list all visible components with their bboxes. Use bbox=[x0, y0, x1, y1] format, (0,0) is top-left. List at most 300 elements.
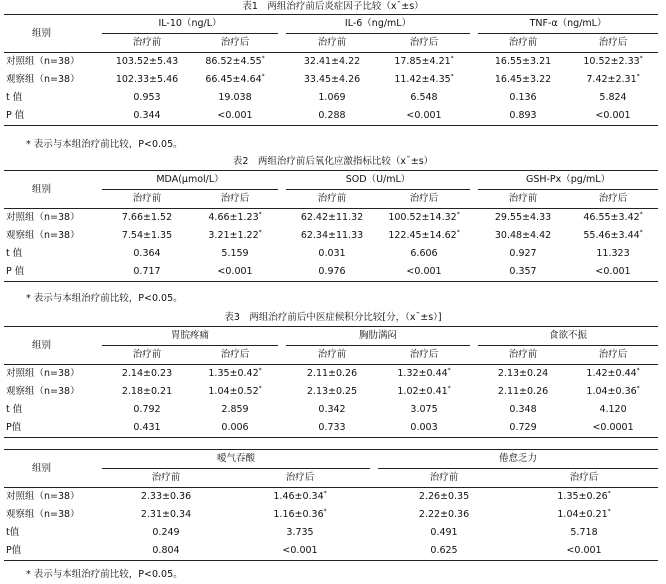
cell-value: 0.357 bbox=[509, 266, 537, 277]
cell-value: 1.04±0.52 bbox=[208, 386, 259, 397]
table-row bbox=[4, 209, 658, 228]
column-gap bbox=[470, 227, 478, 245]
significance-mark: * bbox=[636, 72, 640, 80]
column-gap bbox=[278, 245, 286, 263]
cell-value: 2.33±0.36 bbox=[140, 491, 192, 502]
row-label: t 值 bbox=[6, 248, 23, 259]
cell-value: 1.42±0.44 bbox=[586, 368, 637, 379]
table-cell bbox=[510, 542, 658, 561]
after-header: 治疗后 bbox=[598, 37, 628, 48]
cell-value: <0.001 bbox=[282, 545, 318, 556]
cell-value: 62.34±11.33 bbox=[300, 230, 364, 241]
column-gap bbox=[278, 383, 286, 401]
table-cell bbox=[568, 71, 658, 89]
table-cell bbox=[378, 401, 470, 419]
after-header: 治疗后 bbox=[409, 193, 439, 204]
table-cell bbox=[192, 89, 278, 107]
before-header: 治疗前 bbox=[508, 193, 538, 204]
cell-value: 0.717 bbox=[133, 266, 161, 277]
indicator-header: 嗳气吞酸 bbox=[102, 450, 370, 469]
table2-note: * 表示与本组治疗前比较，P<0.05。 bbox=[26, 293, 183, 304]
table-cell bbox=[568, 263, 658, 282]
cell-value: 2.14±0.23 bbox=[121, 368, 173, 379]
cell-value: 19.038 bbox=[218, 92, 252, 103]
significance-mark: * bbox=[636, 384, 640, 392]
cell-value: 1.02±0.41 bbox=[397, 386, 448, 397]
cell-value: 2.11±0.26 bbox=[306, 368, 358, 379]
before-header: 治疗前 bbox=[429, 472, 459, 483]
cell-value: 6.548 bbox=[410, 92, 438, 103]
group-header: 组别 bbox=[4, 171, 102, 209]
table-cell bbox=[192, 71, 278, 89]
table-cell bbox=[286, 53, 378, 72]
table-cell bbox=[478, 89, 568, 107]
table3-note: * 表示与本组治疗前比较，P<0.05。 bbox=[26, 569, 183, 580]
significance-mark: * bbox=[607, 507, 611, 515]
table-row bbox=[4, 53, 658, 72]
column-gap bbox=[278, 89, 286, 107]
cell-value: 2.22±0.36 bbox=[418, 509, 470, 520]
column-gap bbox=[470, 89, 478, 107]
cell-value: 0.804 bbox=[152, 545, 180, 556]
cell-value: 16.55±3.21 bbox=[494, 56, 552, 67]
row-label: P 值 bbox=[6, 110, 25, 121]
cell-value: 1.32±0.44 bbox=[397, 368, 448, 379]
after-header: 治疗后 bbox=[220, 193, 250, 204]
group-header: 组别 bbox=[4, 15, 102, 53]
column-gap bbox=[278, 71, 286, 89]
table-cell bbox=[286, 401, 378, 419]
table2-caption: 表2 两组治疗前后氧化应激指标比较（x¯±s） bbox=[232, 156, 434, 167]
table-cell bbox=[568, 401, 658, 419]
cell-value: 0.364 bbox=[133, 248, 161, 259]
row-label: 观察组（n=38） bbox=[6, 386, 80, 397]
table-cell bbox=[102, 263, 192, 282]
significance-mark: * bbox=[639, 54, 643, 62]
cell-value: 0.344 bbox=[133, 110, 161, 121]
row-label: P值 bbox=[6, 545, 22, 556]
cell-value: 0.729 bbox=[509, 422, 537, 433]
cell-value: 30.48±4.42 bbox=[494, 230, 552, 241]
column-gap bbox=[470, 263, 478, 282]
significance-mark: * bbox=[447, 384, 451, 392]
cell-value: 7.66±1.52 bbox=[121, 212, 173, 223]
row-label: 对照组（n=38） bbox=[6, 212, 80, 223]
cell-value: 1.46±0.34 bbox=[273, 491, 324, 502]
cell-value: 29.55±4.33 bbox=[494, 212, 552, 223]
cell-value: 0.893 bbox=[509, 110, 537, 121]
cell-value: 55.46±3.44 bbox=[583, 230, 640, 241]
significance-mark: * bbox=[323, 507, 327, 515]
cell-value: 2.859 bbox=[221, 404, 249, 415]
cell-value: 1.35±0.42 bbox=[208, 368, 259, 379]
column-gap bbox=[470, 401, 478, 419]
table-cell bbox=[568, 383, 658, 401]
indicator-header: IL-6（ng/mL） bbox=[286, 15, 470, 34]
significance-mark: * bbox=[450, 72, 454, 80]
cell-value: 0.006 bbox=[221, 422, 249, 433]
cell-value: 0.625 bbox=[430, 545, 458, 556]
cell-value: 3.075 bbox=[410, 404, 438, 415]
cell-value: 66.45±4.64 bbox=[205, 74, 262, 85]
column-gap bbox=[278, 209, 286, 228]
cell-value: 11.323 bbox=[596, 248, 630, 259]
cell-value: 7.42±2.31 bbox=[586, 74, 637, 85]
cell-value: 0.031 bbox=[318, 248, 346, 259]
cell-value: 5.718 bbox=[570, 527, 598, 538]
cell-value: 3.735 bbox=[286, 527, 314, 538]
table-row bbox=[4, 419, 658, 438]
table-cell bbox=[378, 524, 510, 542]
table-cell bbox=[478, 365, 568, 384]
row-label: P 值 bbox=[6, 266, 25, 277]
table-cell bbox=[478, 209, 568, 228]
table-cell bbox=[478, 107, 568, 126]
indicator-header: 胃脘疼痛 bbox=[102, 327, 278, 346]
cell-value: 0.431 bbox=[133, 422, 161, 433]
table-row bbox=[4, 488, 658, 507]
table-cell bbox=[102, 245, 192, 263]
table2 bbox=[4, 170, 658, 282]
column-gap bbox=[470, 419, 478, 438]
table-cell bbox=[378, 53, 470, 72]
table-cell bbox=[286, 89, 378, 107]
cell-value: 1.16±0.36 bbox=[273, 509, 324, 520]
table-cell bbox=[192, 227, 278, 245]
cell-value: 3.21±1.22 bbox=[208, 230, 259, 241]
column-gap bbox=[370, 542, 378, 561]
table-cell bbox=[478, 263, 568, 282]
table-cell bbox=[286, 263, 378, 282]
column-gap bbox=[470, 53, 478, 72]
cell-value: 0.733 bbox=[318, 422, 346, 433]
table3-part2 bbox=[4, 449, 658, 561]
group-header: 组别 bbox=[4, 327, 102, 365]
table-cell bbox=[102, 71, 192, 89]
table-cell bbox=[510, 506, 658, 524]
cell-value: 0.976 bbox=[318, 266, 346, 277]
table-row bbox=[4, 245, 658, 263]
table-cell bbox=[192, 209, 278, 228]
indicator-header: IL-10（ng/L） bbox=[102, 15, 278, 34]
column-gap bbox=[470, 383, 478, 401]
table-row bbox=[4, 71, 658, 89]
table-cell bbox=[286, 419, 378, 438]
table-cell bbox=[478, 71, 568, 89]
cell-value: 122.45±14.62 bbox=[388, 230, 457, 241]
cell-value: 11.42±4.35 bbox=[394, 74, 451, 85]
cell-value: 5.824 bbox=[599, 92, 627, 103]
significance-mark: * bbox=[261, 72, 265, 80]
table-row bbox=[4, 542, 658, 561]
column-gap bbox=[470, 365, 478, 384]
table-cell bbox=[192, 383, 278, 401]
column-gap bbox=[470, 107, 478, 126]
table-cell bbox=[192, 263, 278, 282]
cell-value: 10.52±2.33 bbox=[583, 56, 640, 67]
cell-value: 0.003 bbox=[410, 422, 438, 433]
table-cell bbox=[102, 209, 192, 228]
cell-value: 2.18±0.21 bbox=[121, 386, 173, 397]
table-cell bbox=[102, 524, 230, 542]
cell-value: <0.001 bbox=[595, 110, 631, 121]
table-cell bbox=[378, 71, 470, 89]
table-cell bbox=[192, 419, 278, 438]
cell-value: 5.159 bbox=[221, 248, 249, 259]
row-label: t 值 bbox=[6, 404, 23, 415]
column-gap bbox=[370, 506, 378, 524]
cell-value: 103.52±5.43 bbox=[115, 56, 179, 67]
table-cell bbox=[478, 383, 568, 401]
indicator-header: 胸肋满闷 bbox=[286, 327, 470, 346]
significance-mark: * bbox=[456, 210, 460, 218]
after-header: 治疗后 bbox=[409, 349, 439, 360]
before-header: 治疗前 bbox=[132, 193, 162, 204]
table-cell bbox=[230, 488, 370, 507]
cell-value: 62.42±11.32 bbox=[300, 212, 364, 223]
cell-value: 1.04±0.36 bbox=[586, 386, 637, 397]
table-cell bbox=[378, 506, 510, 524]
after-header: 治疗后 bbox=[409, 37, 439, 48]
before-header: 治疗前 bbox=[151, 472, 181, 483]
table-cell bbox=[102, 107, 192, 126]
indicator-header: 倦怠乏力 bbox=[378, 450, 658, 469]
column-gap bbox=[470, 245, 478, 263]
table-cell bbox=[286, 107, 378, 126]
table-row bbox=[4, 365, 658, 384]
indicator-header: 食欲不振 bbox=[478, 327, 658, 346]
indicator-header: TNF-α（ng/mL） bbox=[478, 15, 658, 34]
column-gap bbox=[370, 488, 378, 507]
table-cell bbox=[286, 209, 378, 228]
table-cell bbox=[102, 383, 192, 401]
table-row bbox=[4, 227, 658, 245]
column-gap bbox=[278, 227, 286, 245]
table3-caption: 表3 两组治疗前后中医症候积分比较[分，（x¯±s）] bbox=[224, 312, 442, 323]
table-cell bbox=[286, 383, 378, 401]
cell-value: 4.66±1.23 bbox=[208, 212, 259, 223]
cell-value: 46.55±3.42 bbox=[583, 212, 640, 223]
cell-value: 2.31±0.34 bbox=[140, 509, 192, 520]
cell-value: 0.348 bbox=[509, 404, 537, 415]
cell-value: 0.342 bbox=[318, 404, 346, 415]
cell-value: 102.33±5.46 bbox=[115, 74, 179, 85]
column-gap bbox=[278, 401, 286, 419]
cell-value: <0.001 bbox=[566, 545, 602, 556]
cell-value: 7.54±1.35 bbox=[121, 230, 173, 241]
table-cell bbox=[286, 365, 378, 384]
table-cell bbox=[102, 542, 230, 561]
significance-mark: * bbox=[639, 210, 643, 218]
table-cell bbox=[192, 245, 278, 263]
cell-value: 2.26±0.35 bbox=[418, 491, 470, 502]
table-cell bbox=[102, 89, 192, 107]
table-cell bbox=[510, 524, 658, 542]
cell-value: <0.0001 bbox=[592, 422, 634, 433]
before-header: 治疗前 bbox=[317, 193, 347, 204]
cell-value: 2.13±0.25 bbox=[306, 386, 358, 397]
before-header: 治疗前 bbox=[508, 349, 538, 360]
table-cell bbox=[230, 506, 370, 524]
table-cell bbox=[230, 524, 370, 542]
table-cell bbox=[378, 488, 510, 507]
table-cell bbox=[102, 53, 192, 72]
table1-caption: 表1 两组治疗前后炎症因子比较（x¯±s） bbox=[242, 1, 424, 12]
table-row bbox=[4, 401, 658, 419]
significance-mark: * bbox=[639, 228, 643, 236]
significance-mark: * bbox=[323, 489, 327, 497]
before-header: 治疗前 bbox=[508, 37, 538, 48]
significance-mark: * bbox=[258, 228, 262, 236]
after-header: 治疗后 bbox=[285, 472, 315, 483]
column-gap bbox=[278, 365, 286, 384]
cell-value: 17.85±4.21 bbox=[394, 56, 451, 67]
indicator-header: SOD（U/mL） bbox=[286, 171, 470, 190]
table3-part1 bbox=[4, 326, 658, 438]
cell-value: <0.001 bbox=[217, 266, 253, 277]
cell-value: <0.001 bbox=[217, 110, 253, 121]
table-row bbox=[4, 506, 658, 524]
table1-note: * 表示与本组治疗前比较，P<0.05。 bbox=[26, 139, 183, 150]
row-label: 观察组（n=38） bbox=[6, 230, 80, 241]
column-gap bbox=[278, 53, 286, 72]
significance-mark: * bbox=[447, 366, 451, 374]
table-cell bbox=[230, 542, 370, 561]
column-gap bbox=[278, 263, 286, 282]
table-cell bbox=[102, 506, 230, 524]
cell-value: 16.45±3.22 bbox=[494, 74, 552, 85]
table-cell bbox=[286, 71, 378, 89]
significance-mark: * bbox=[450, 54, 454, 62]
table-cell bbox=[568, 419, 658, 438]
table-cell bbox=[510, 488, 658, 507]
table-cell bbox=[378, 383, 470, 401]
significance-mark: * bbox=[258, 366, 262, 374]
significance-mark: * bbox=[258, 210, 262, 218]
row-label: t 值 bbox=[6, 92, 23, 103]
cell-value: 86.52±4.55 bbox=[205, 56, 262, 67]
table-cell bbox=[378, 542, 510, 561]
after-header: 治疗后 bbox=[220, 37, 250, 48]
significance-mark: * bbox=[258, 384, 262, 392]
significance-mark: * bbox=[607, 489, 611, 497]
after-header: 治疗后 bbox=[569, 472, 599, 483]
cell-value: <0.001 bbox=[406, 266, 442, 277]
table-cell bbox=[568, 365, 658, 384]
after-header: 治疗后 bbox=[220, 349, 250, 360]
after-header: 治疗后 bbox=[598, 349, 628, 360]
column-gap bbox=[278, 419, 286, 438]
table-cell bbox=[378, 209, 470, 228]
cell-value: 0.249 bbox=[152, 527, 180, 538]
row-label: 观察组（n=38） bbox=[6, 509, 80, 520]
cell-value: 0.953 bbox=[133, 92, 161, 103]
cell-value: 32.41±4.22 bbox=[303, 56, 361, 67]
cell-value: 1.04±0.21 bbox=[557, 509, 608, 520]
table-row bbox=[4, 524, 658, 542]
cell-value: 1.35±0.26 bbox=[557, 491, 608, 502]
table-cell bbox=[102, 365, 192, 384]
table-cell bbox=[568, 227, 658, 245]
table-cell bbox=[102, 488, 230, 507]
table-row bbox=[4, 89, 658, 107]
cell-value: 0.792 bbox=[133, 404, 161, 415]
table-cell bbox=[192, 53, 278, 72]
cell-value: 2.11±0.26 bbox=[497, 386, 549, 397]
column-gap bbox=[470, 71, 478, 89]
table-cell bbox=[102, 401, 192, 419]
before-header: 治疗前 bbox=[317, 37, 347, 48]
column-gap bbox=[278, 107, 286, 126]
cell-value: 1.069 bbox=[318, 92, 346, 103]
table-cell bbox=[102, 419, 192, 438]
table-cell bbox=[378, 263, 470, 282]
before-header: 治疗前 bbox=[317, 349, 347, 360]
cell-value: <0.001 bbox=[406, 110, 442, 121]
after-header: 治疗后 bbox=[598, 193, 628, 204]
cell-value: 0.288 bbox=[318, 110, 346, 121]
table-cell bbox=[478, 419, 568, 438]
column-gap bbox=[370, 524, 378, 542]
table-cell bbox=[286, 245, 378, 263]
column-gap bbox=[470, 209, 478, 228]
cell-value: 33.45±4.26 bbox=[303, 74, 361, 85]
before-header: 治疗前 bbox=[132, 349, 162, 360]
cell-value: 0.927 bbox=[509, 248, 537, 259]
cell-value: 0.136 bbox=[509, 92, 537, 103]
table-cell bbox=[378, 89, 470, 107]
cell-value: 6.606 bbox=[410, 248, 438, 259]
significance-mark: * bbox=[636, 366, 640, 374]
table-cell bbox=[192, 365, 278, 384]
table-cell bbox=[478, 401, 568, 419]
table-cell bbox=[378, 419, 470, 438]
table-cell bbox=[478, 227, 568, 245]
table-cell bbox=[378, 245, 470, 263]
group-header: 组别 bbox=[4, 450, 102, 488]
table-row bbox=[4, 263, 658, 282]
table-cell bbox=[478, 53, 568, 72]
row-label: P值 bbox=[6, 422, 22, 433]
row-label: t值 bbox=[6, 527, 20, 538]
table-cell bbox=[286, 227, 378, 245]
cell-value: 4.120 bbox=[599, 404, 627, 415]
table-cell bbox=[192, 107, 278, 126]
table-cell bbox=[378, 107, 470, 126]
table-cell bbox=[378, 365, 470, 384]
row-label: 对照组（n=38） bbox=[6, 56, 80, 67]
table-cell bbox=[102, 227, 192, 245]
cell-value: 0.491 bbox=[430, 527, 458, 538]
indicator-header: MDA(μmol/L） bbox=[102, 171, 278, 190]
table1 bbox=[4, 14, 658, 126]
table-cell bbox=[568, 107, 658, 126]
indicator-header: GSH-Px（pg/mL） bbox=[478, 171, 658, 190]
table-cell bbox=[568, 53, 658, 72]
table-row bbox=[4, 107, 658, 126]
row-label: 观察组（n=38） bbox=[6, 74, 80, 85]
table-row bbox=[4, 383, 658, 401]
significance-mark: * bbox=[456, 228, 460, 236]
row-label: 对照组（n=38） bbox=[6, 491, 80, 502]
table-cell bbox=[192, 401, 278, 419]
significance-mark: * bbox=[261, 54, 265, 62]
cell-value: <0.001 bbox=[595, 266, 631, 277]
cell-value: 100.52±14.32 bbox=[388, 212, 457, 223]
row-label: 对照组（n=38） bbox=[6, 368, 80, 379]
table-cell bbox=[478, 245, 568, 263]
table-cell bbox=[568, 209, 658, 228]
